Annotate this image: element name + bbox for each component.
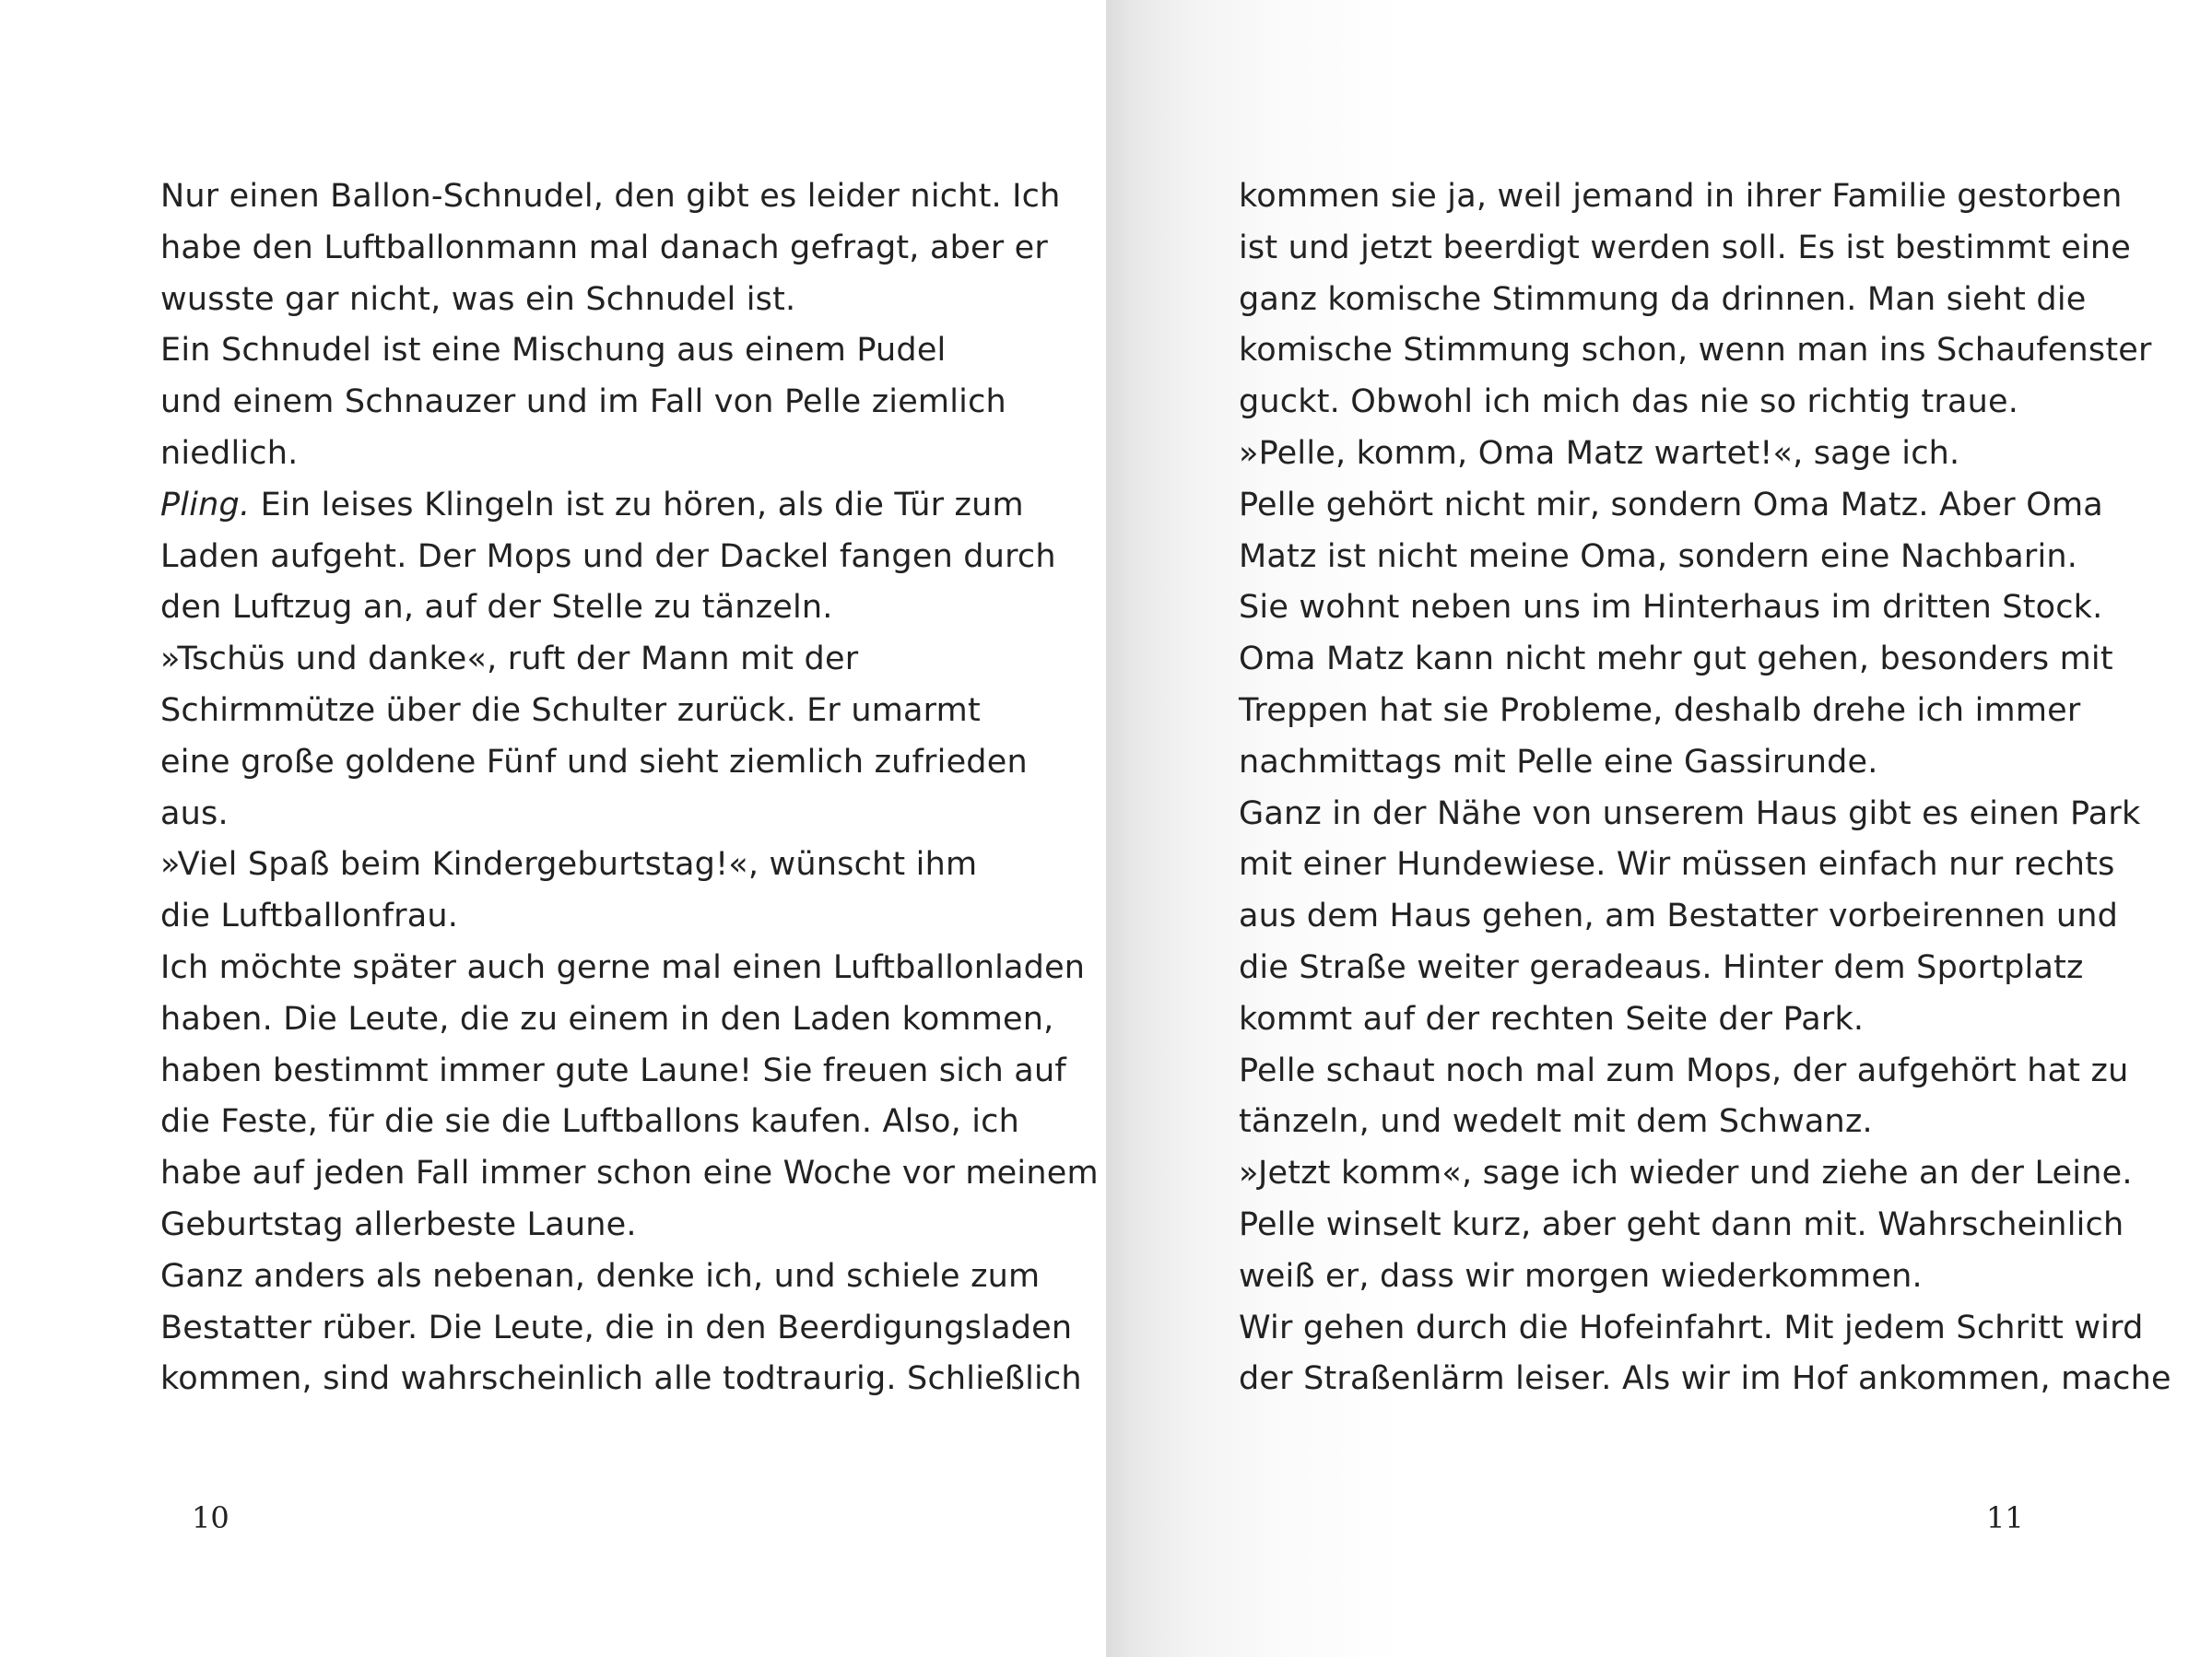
text-line: ist und jetzt beerdigt werden soll. Es ist bestimmt eine	[1239, 229, 2132, 266]
text-line: aus dem Haus gehen, am Bestatter vorbeirennen und	[1239, 898, 2119, 935]
text-line: haben. Die Leute, die zu einem in den Laden kommen,	[160, 1000, 1054, 1038]
text-line: »Pelle, komm, Oma Matz wartet!«, sage ich.	[1239, 434, 1960, 472]
text-line: Ich möchte später auch gerne mal einen Luftballonladen	[160, 948, 1086, 986]
text-line: Wir gehen durch die Hofeinfahrt. Mit jedem Schritt wird	[1239, 1309, 2144, 1346]
text-line: Pelle schaut noch mal zum Mops, der aufgehört hat zu	[1239, 1052, 2129, 1089]
text-line: die Straße weiter geradeaus. Hinter dem Sportplatz	[1239, 948, 2084, 986]
text-line: Pelle winselt kurz, aber geht dann mit. Wahrscheinlich	[1239, 1205, 2124, 1243]
text-line: habe den Luftballonmann mal danach gefragt, aber er	[160, 229, 1048, 266]
text-line: kommt auf der rechten Seite der Park.	[1239, 1000, 1865, 1038]
text-line: nachmittags mit Pelle eine Gassirunde.	[1239, 743, 1878, 781]
text-line: eine große goldene Fünf und sieht ziemlich zufrieden	[160, 743, 1028, 781]
text-line: weiß er, dass wir morgen wiederkommen.	[1239, 1257, 1923, 1295]
text-line: komische Stimmung schon, wenn man ins Schaufenster	[1239, 332, 2152, 370]
text-line: aus.	[160, 794, 229, 832]
text-line: Laden aufgeht. Der Mops und der Dackel fangen durch	[160, 537, 1056, 575]
text-line: Geburtstag allerbeste Laune.	[160, 1205, 637, 1243]
text-line: Matz ist nicht meine Oma, sondern eine Nachbarin.	[1239, 537, 2078, 575]
right-page	[1106, 0, 2212, 1657]
text-line: »Jetzt komm«, sage ich wieder und ziehe an der Leine.	[1239, 1155, 2133, 1193]
text-line: kommen sie ja, weil jemand in ihrer Familie gestorben	[1239, 178, 2123, 215]
text-line: haben bestimmt immer gute Laune! Sie freuen sich auf	[160, 1052, 1066, 1089]
text-line: und einem Schnauzer und im Fall von Pelle ziemlich	[160, 383, 1006, 421]
page-number-right: 11	[1986, 1500, 2024, 1535]
text-line: guckt. Obwohl ich mich das nie so richtig traue.	[1239, 383, 2019, 421]
text-line: Nur einen Ballon-Schnudel, den gibt es leider nicht. Ich	[160, 178, 1061, 215]
text-line: Ein Schnudel ist eine Mischung aus einem Pudel	[160, 332, 947, 370]
text-line: den Luftzug an, auf der Stelle zu tänzeln.	[160, 589, 833, 627]
page-number-left: 10	[192, 1500, 229, 1535]
pling-italic: Pling.	[160, 486, 251, 523]
text-line: Ganz anders als nebenan, denke ich, und schiele zum	[160, 1257, 1041, 1295]
left-page-text	[160, 171, 1099, 1405]
text-line: »Viel Spaß beim Kindergeburtstag!«, wünscht ihm	[160, 846, 978, 884]
right-page-text	[1239, 171, 2170, 1405]
text-line: der Straßenlärm leiser. Als wir im Hof ankommen, mache	[1239, 1360, 2171, 1398]
text-line: tänzeln, und wedelt mit dem Schwanz.	[1239, 1103, 1873, 1141]
text-line: Bestatter rüber. Die Leute, die in den Beerdigungsladen	[160, 1309, 1073, 1346]
text-line: wusste gar nicht, was ein Schnudel ist.	[160, 280, 796, 318]
text-line: Schirmmütze über die Schulter zurück. Er umarmt	[160, 691, 981, 729]
text-line: ganz komische Stimmung da drinnen. Man sieht die	[1239, 280, 2087, 318]
text-line: die Luftballonfrau.	[160, 898, 459, 935]
text-line: Sie wohnt neben uns im Hinterhaus im dritten Stock.	[1239, 589, 2103, 627]
text-line: niedlich.	[160, 434, 299, 472]
pling-rest: Ein leises Klingeln ist zu hören, als die Tür zum	[250, 486, 1024, 523]
text-line-pling	[160, 480, 1024, 532]
text-line: Pelle gehört nicht mir, sondern Oma Matz. Aber Oma	[1239, 486, 2103, 523]
text-line: kommen, sind wahrscheinlich alle todtraurig. Schließlich	[160, 1360, 1082, 1398]
text-line: Ganz in der Nähe von unserem Haus gibt es einen Park	[1239, 794, 2141, 832]
text-line: »Tschüs und danke«, ruft der Mann mit der	[160, 640, 859, 678]
text-line: die Feste, für die sie die Luftballons kaufen. Also, ich	[160, 1103, 1019, 1141]
text-line: Treppen hat sie Probleme, deshalb drehe ich immer	[1239, 691, 2081, 729]
text-line: habe auf jeden Fall immer schon eine Woche vor meinem	[160, 1155, 1099, 1193]
text-line: Oma Matz kann nicht mehr gut gehen, besonders mit	[1239, 640, 2113, 678]
text-line: mit einer Hundewiese. Wir müssen einfach nur rechts	[1239, 846, 2115, 884]
